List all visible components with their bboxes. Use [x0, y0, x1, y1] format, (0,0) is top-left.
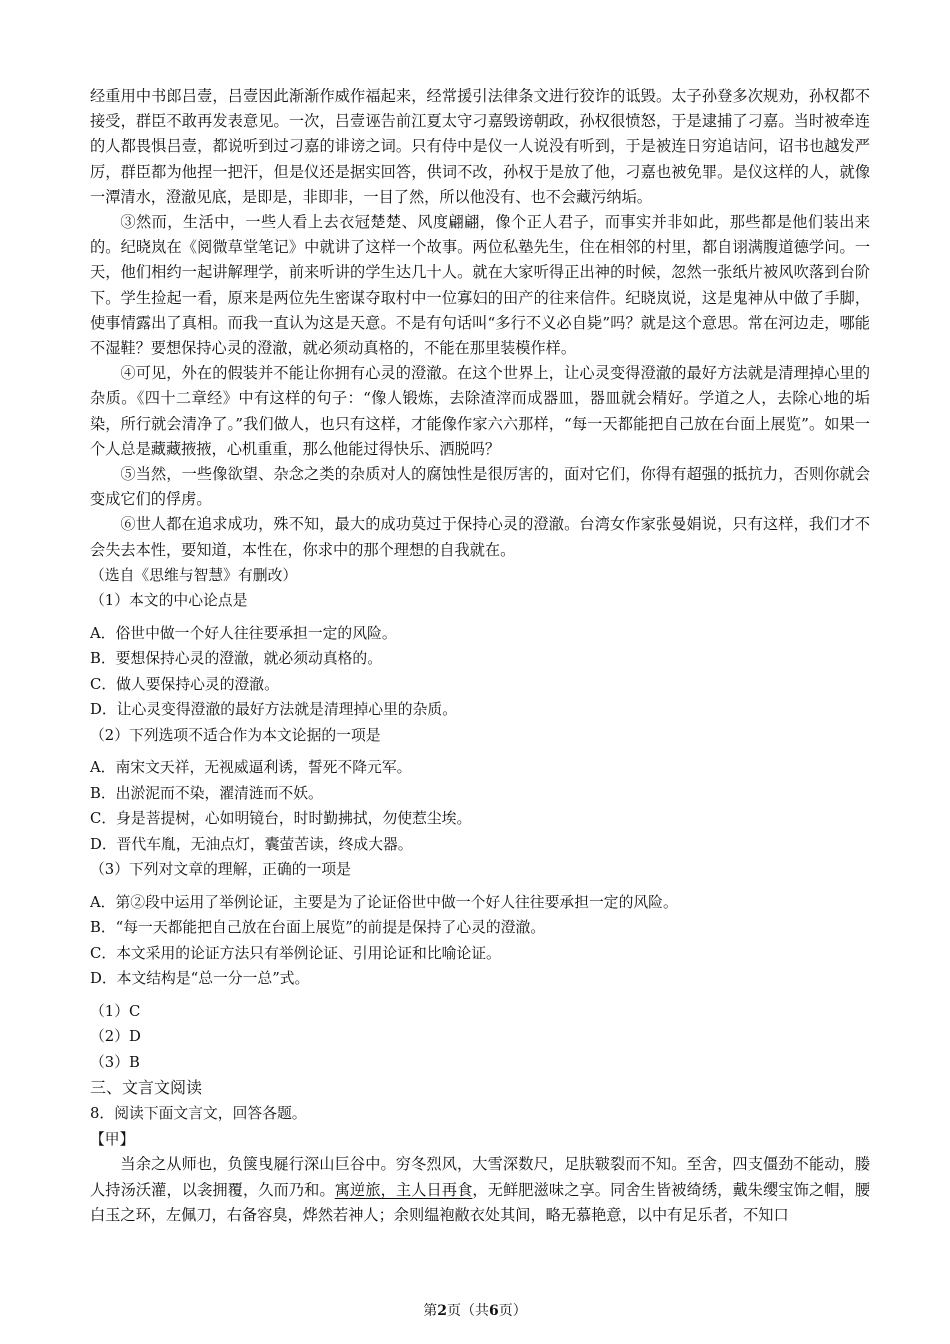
question-1-option-d: D．让心灵变得澄澈的最好方法就是清理掉心里的杂质。: [90, 701, 457, 719]
spacer: [90, 614, 870, 621]
page-content: [90, 84, 870, 1228]
question-1-option-a: A．俗世中做一个好人往往要承担一定的风险。: [90, 624, 397, 642]
passage-paragraph-5: ⑤当然，一些像欲望、杂念之类的杂质对人的腐蚀性是很厉害的，面对它们，你得有超强的抵抗力，否则你就会变成它们的俘虏。: [90, 465, 870, 509]
passage-source: （选自《思维与智慧》有删改）: [90, 566, 298, 584]
jia-label: 【甲】: [90, 1130, 135, 1148]
classical-text-jia: [90, 1152, 870, 1228]
classical-underlined-sentence: 寓逆旅，主人日再食: [334, 1180, 473, 1199]
question-3-option-d: D．本文结构是“总一分一总”式。: [90, 970, 310, 988]
question-3-option-c: C．本文采用的论证方法只有举例论证、引用论证和比喻论证。: [90, 944, 501, 962]
answer-1: （1）C: [90, 1002, 141, 1020]
question-1-option-b: B．要想保持心灵的澄澈，就必须动真格的。: [90, 650, 383, 668]
question-1-stem: （1）本文的中心论点是: [90, 592, 248, 610]
answer-2: （2）D: [90, 1028, 141, 1046]
section-heading: 三、文言文阅读: [90, 1078, 203, 1098]
spacer: [90, 883, 870, 890]
classical-text-part-1: 当余之从师也，负箧曳屣行深山巨谷中。穷冬烈风，大雪深数尺，足肤皲裂而不知。至舍，四支僵劲不能动，媵人持汤沃灌，以衾拥覆，久而乃和。: [90, 1155, 870, 1199]
answer-3: （3）B: [90, 1053, 140, 1071]
question-2-option-a: A．南宋文天祥，无视威逼利诱，誓死不降元军。: [90, 759, 412, 777]
question-2-stem: （2）下列选项不适合作为本文论据的一项是: [90, 726, 381, 744]
page-footer: [0, 1300, 950, 1320]
question-2-option-b: B．出淤泥而不染，濯清涟而不妖。: [90, 784, 323, 802]
passage-paragraph-continued: 经重用中书郎吕壹，吕壹因此渐渐作威作福起来，经常援引法律条文进行狡诈的诋毁。太子孙登多次规劝，孙权都不接受，群臣不敢再发表意见。一次，吕壹诬告前江夏太守刁嘉毁谤朝政，孙权很愤怒，于是逮捕了刁嘉。当时被牵连的人都畏惧吕壹，都说听到过刁嘉的诽谤之词。只有侍中是仪一人说没有听到，于是被连日穷追诘问，诏书也越发严厉，群臣都为他捏一把汗，但是仪还是据实回答，供词不改，孙权于是放了他，刁嘉也被免罪。是仪这样的人，就像一潭清水，澄澈见底，是即是，非即非，一目了然，所以他没有、也不会藏污纳垢。: [90, 87, 870, 206]
spacer: [90, 992, 870, 999]
footer-middle: 页（共: [447, 1303, 489, 1319]
question-3-option-a: A．第②段中运用了举例论证，主要是为了论证俗世中做一个好人往往要承担一定的风险。: [90, 893, 678, 911]
passage-paragraph-4: ④可见，外在的假装并不能让你拥有心灵的澄澈。在这个世界上，让心灵变得澄澈的最好方法就是清理掉心里的杂质。《四十二章经》中有这样的句子：“像人锻炼，去除渣滓而成器皿，器皿就会精好。学道之人，去除心地的垢染，所行就会清净了。”我们做人，也只有这样，才能像作家六六那样，“每一天都能把自己放在台面上展览”。如果一个人总是藏藏掖掖，心机重重，那么他能过得快乐、洒脱吗？: [90, 364, 870, 458]
question-8-stem: 8．阅读下面文言文，回答各题。: [90, 1105, 307, 1123]
question-3-stem: （3）下列对文章的理解，正确的一项是: [90, 861, 351, 879]
classical-text-part-2: ，无鲜肥滋味之享。同舍生皆被绮绣，戴朱缨宝饰之帽，腰白玉之环，左佩刀，右备容臭，烨然若神人；余则缊袍敝衣处其间，略无慕艳意，以中有足乐者，不知口: [90, 1180, 871, 1224]
passage-paragraph-3: ③然而，生活中，一些人看上去衣冠楚楚、风度翩翩，像个正人君子，而事实并非如此，那些都是他们装出来的。纪晓岚在《阅微草堂笔记》中就讲了这样一个故事。两位私塾先生，住在相邻的村里，都自诩满腹道德学问。一天，他们相约一起讲解理学，前来听讲的学生达几十人。就在大家听得正出神的时候，忽然一张纸片被风吹落到台阶下。学生捡起一看，原来是两位先生密谋夺取村中一位寡妇的田产的往来信件。纪晓岚说，这是鬼神从中做了手脚，使事情露出了真相。而我一直认为这是天意。不是有句话叫“多行不义必自毙”吗？就是这个意思。常在河边走，哪能不湿鞋？要想保持心灵的澄澈，就必须动真格的，不能在那里装模作样。: [90, 213, 870, 358]
footer-prefix: 第: [423, 1303, 438, 1319]
footer-suffix: 页）: [498, 1303, 527, 1319]
question-3-option-b: B．“每一天都能把自己放在台面上展览”的前提是保持了心灵的澄澈。: [90, 919, 546, 937]
footer-page-number: 2: [437, 1303, 447, 1319]
spacer: [90, 748, 870, 755]
question-2-option-c: C．身是菩提树，心如明镜台，时时勤拂拭，勿使惹尘埃。: [90, 810, 472, 828]
question-2-option-d: D．晋代车胤，无油点灯，囊萤苦读，终成大器。: [90, 835, 413, 853]
passage-paragraph-6: ⑥世人都在追求成功，殊不知，最大的成功莫过于保持心灵的澄澈。台湾女作家张曼娟说，只有这样，我们才不会失去本性，要知道，本性在，你求中的那个理想的自我就在。: [90, 515, 870, 559]
question-1-option-c: C．做人要保持心灵的澄澈。: [90, 675, 279, 693]
footer-total-pages: 6: [489, 1303, 499, 1319]
